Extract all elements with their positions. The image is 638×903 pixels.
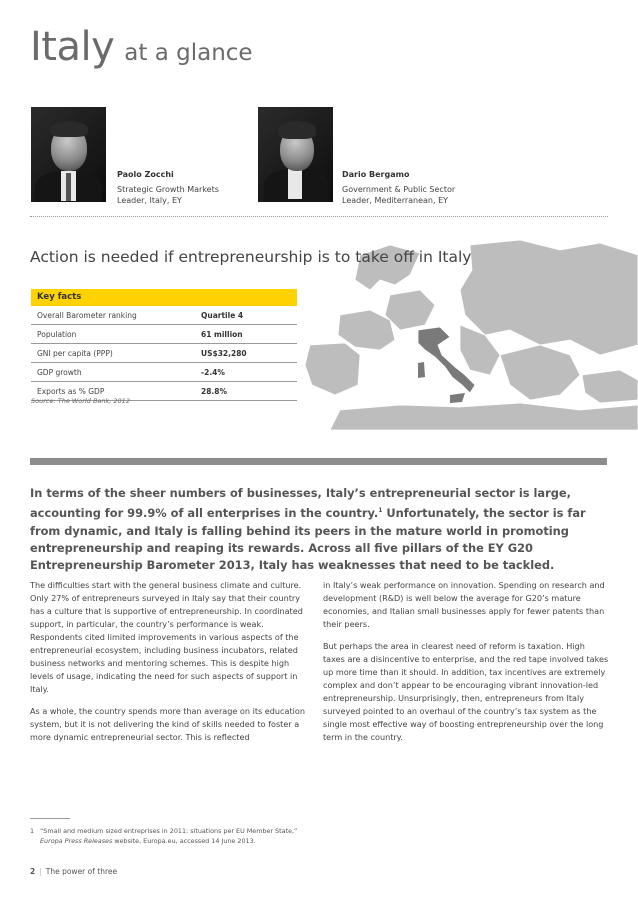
body-column-left <box>30 579 310 753</box>
body-paragraph: As a whole, the country spends more than average on its education system, but it is not delivering the kind of skills needed to foster a more dynamic entrepreneurial sector. This is reflected <box>30 706 305 742</box>
section-divider-bar <box>30 458 607 465</box>
table-row <box>31 306 297 325</box>
fact-label: Exports as % GDP <box>37 386 105 396</box>
table-row <box>31 325 297 344</box>
footnote-line2 <box>40 836 297 846</box>
person-role-line2: Leader, Italy, EY <box>117 196 182 205</box>
footer-text: The power of three <box>45 867 118 876</box>
footnote-source-rest: website, Europa.eu, accessed 14 June 2013. <box>112 837 256 845</box>
fact-value: -2.4% <box>201 367 225 377</box>
fact-label: Overall Barometer ranking <box>37 310 137 320</box>
person-role-line2: Leader, Mediterranean, EY <box>342 196 449 205</box>
person-role-line1: Government & Public Sector <box>342 185 456 194</box>
footnote-rule <box>30 818 70 819</box>
footer-separator: | <box>39 867 42 876</box>
key-facts-table <box>31 289 297 401</box>
fact-value: Quartile 4 <box>201 310 244 320</box>
page-title <box>30 24 253 70</box>
title-main: Italy <box>30 24 115 70</box>
fact-value: US$32,280 <box>201 348 247 358</box>
divider <box>30 216 608 217</box>
person-caption-1 <box>117 170 219 206</box>
body-paragraph: But perhaps the area in clearest need of reform is taxation. High taxes are a disincentive to enterprise, and the red tape involved takes up more time than it should. In addition, tax incentives are extremely complex and don’t appear to be encouraging vibrant innovation-led entrepreneurship. Unsurprisingly, then, entrepreneurs from Italy surveyed pointed to an overhaul of the country’s tax system as the single most effective way of boosting entrepreneurship over the long term in the country. <box>323 641 609 742</box>
body-paragraph: The difficulties start with the general business climate and culture. Only 27% of entrepreneurs surveyed in Italy say that their country has a culture that is supportive of entrepreneurship. In coordinated support, in particular, the country’s performance is weak. Respondents cited limited improvements in various aspects of the entrepreneurial ecosystem, including business incubators, related business networks and mentoring schemes. This is despite high levels of usage, indicating the need for such aspects of support in Italy. <box>30 580 303 694</box>
footnote-ref: 1 <box>378 507 383 515</box>
key-facts-header: Key facts <box>31 289 297 306</box>
fact-label: Population <box>37 329 77 339</box>
footnote-number: 1 <box>30 827 35 835</box>
section-heading: Action is needed if entrepreneurship is to take off in Italy <box>30 248 472 266</box>
intro-text-a: In terms of the sheer numbers of businesses, Italy’s entrepreneurial sector is large, accounting for 99.9% of all enterprises in the country. <box>30 486 571 521</box>
title-sub: at a glance <box>124 40 253 66</box>
footnote-source-title: Europa Press Releases <box>40 837 113 845</box>
table-row <box>31 363 297 382</box>
fact-value: 61 million <box>201 329 243 339</box>
page-footer <box>30 867 117 876</box>
sicily-highlight <box>450 393 465 403</box>
person-role-line1: Strategic Growth Markets <box>117 185 219 194</box>
footnote <box>30 826 297 846</box>
intro-text-b: Unfortunately, the sector is far from dynamic, and Italy is falling behind its peers in the mature world in promoting entrepreneurship and reaping its rewards. Across all five pillars of the EY G20 Entrepreneurship Barometer 2013, Italy has weaknesses that need to be tackled. <box>30 506 586 573</box>
footnote-line1: “Small and medium sized entreprises in 2011: situations per EU Member State,” <box>40 827 298 835</box>
intro-paragraph <box>30 485 608 575</box>
body-paragraph: in Italy’s weak performance on innovation. Spending on research and development (R&D) is well below the average for G20’s mature economies, and Italian small businesses apply for fewer patents than their peers. <box>323 580 605 629</box>
person-name: Dario Bergamo <box>342 170 410 179</box>
page-number: 2 <box>30 867 36 876</box>
person-name: Paolo Zocchi <box>117 170 174 179</box>
person-caption-2 <box>342 170 455 206</box>
fact-value: 28.8% <box>201 386 228 396</box>
table-row <box>31 344 297 363</box>
table-source: Source: The World Bank, 2012 <box>31 397 130 405</box>
person-photo-dario-bergamo <box>258 107 333 202</box>
sardinia-highlight <box>418 362 425 378</box>
person-photo-paolo-zocchi <box>31 107 106 202</box>
fact-label: GNI per capita (PPP) <box>37 348 113 358</box>
body-column-right <box>323 579 609 753</box>
fact-label: GDP growth <box>37 367 82 377</box>
